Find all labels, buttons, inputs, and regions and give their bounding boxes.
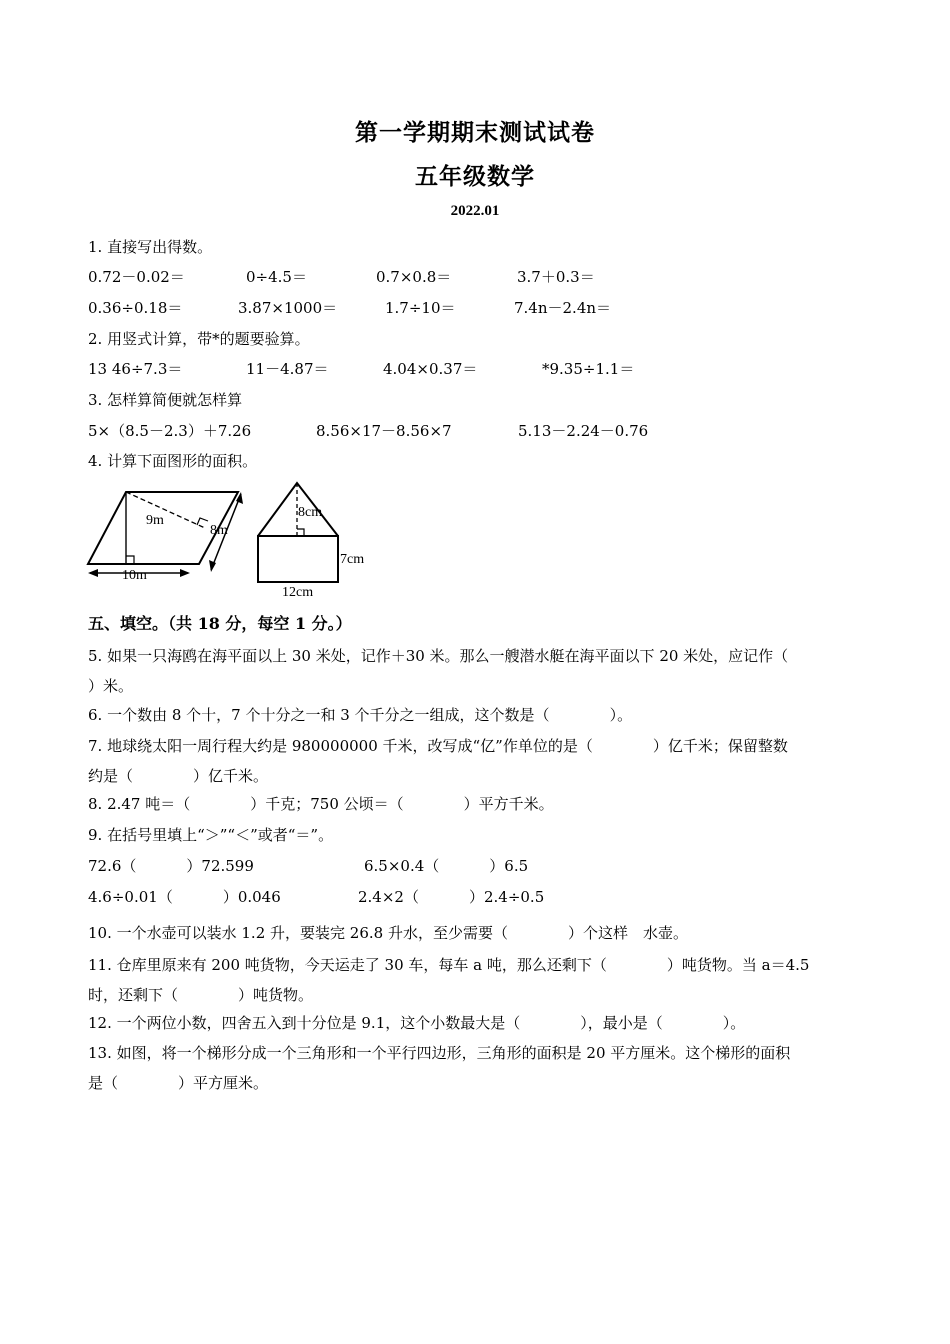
- q5-line1: 5. 如果一只海鸥在海平面以上 30 米处，记作＋30 米。那么一艘潜水艇在海平面以下 20 米处，应记作（: [88, 647, 789, 665]
- right-angle-mark: [126, 556, 134, 564]
- q8-text: ）平方千米。: [463, 795, 554, 813]
- q3-expr: 5.13－2.24－0.76: [518, 422, 649, 440]
- q3-expr: 8.56×17－8.56×7: [316, 422, 452, 440]
- q6-text: 6. 一个数由 8 个十，7 个十分之一和 3 个千分之一组成，这个数是（: [88, 706, 550, 724]
- q12-text: ）。: [722, 1014, 746, 1032]
- q9-left: 2.4×2（: [358, 888, 419, 906]
- q8-text: 8. 2.47 吨＝（: [88, 795, 191, 813]
- q13-line2: [88, 1073, 268, 1093]
- q13-text: 是（: [88, 1074, 119, 1092]
- q9-item: [364, 856, 528, 876]
- q11-text: ）吨货物。: [238, 986, 314, 1004]
- exam-date: 2022.01: [450, 203, 500, 219]
- rect-height-label: 7cm: [340, 552, 365, 567]
- q12-text: ），最小是（: [580, 1014, 663, 1032]
- q3-label: 3. 怎样算简便就怎样算: [88, 391, 243, 409]
- q11-line2: [88, 985, 313, 1005]
- q1-expr: 1.7÷10＝: [385, 299, 456, 317]
- q1-expr: 3.7＋0.3＝: [517, 268, 595, 286]
- q11-text: 时，还剩下（: [88, 986, 179, 1004]
- q9-item: [88, 856, 254, 876]
- q1-expr: 0.36÷0.18＝: [88, 299, 183, 317]
- arrow-head: [180, 569, 190, 577]
- q1-label: 1. 直接写出得数。: [88, 238, 213, 256]
- q2-label: 2. 用竖式计算，带*的题要验算。: [88, 330, 310, 348]
- q1-expr: 0.7×0.8＝: [376, 268, 452, 286]
- arrow-head: [88, 569, 98, 577]
- q1-expr: 3.87×1000＝: [238, 299, 338, 317]
- q9-item: [88, 887, 281, 907]
- rectangle-shape: [258, 536, 338, 582]
- q9-right: ）72.599: [186, 857, 254, 875]
- q5-line2: ）米。: [88, 677, 134, 695]
- q4-label: 4. 计算下面图形的面积。: [88, 452, 258, 470]
- q6-text: ）。: [609, 706, 633, 724]
- q2-expr: 11－4.87＝: [246, 360, 329, 378]
- house-figure: [250, 478, 380, 600]
- q1-expr: 0.72－0.02＝: [88, 268, 185, 286]
- right-angle-mark: [297, 529, 304, 536]
- q9-right: ）0.046: [222, 888, 281, 906]
- q2-expr: 4.04×0.37＝: [383, 360, 478, 378]
- height-label: 9m: [146, 513, 164, 528]
- q6: [88, 705, 632, 725]
- q8: [88, 794, 554, 814]
- q9-right: ）2.4÷0.5: [468, 888, 545, 906]
- q11-text: 11. 仓库里原来有 200 吨货物，今天运走了 30 车，每车 a 吨，那么还剩下（: [88, 956, 607, 974]
- q1-expr: 7.4n－2.4n＝: [514, 299, 612, 317]
- q10-text: ）个这样 水壶。: [567, 924, 688, 942]
- q7-text: 7. 地球绕太阳一周行程大约是 980000000 千米，改写成“亿”作单位的是（: [88, 737, 593, 755]
- q11-text: ）吨货物。当 a＝4.5: [666, 956, 810, 974]
- triangle-height-label: 8cm: [298, 505, 323, 520]
- q13-line1: 13. 如图，将一个梯形分成一个三角形和一个平行四边形，三角形的面积是 20 平方厘米。这个梯形的面积: [88, 1044, 791, 1062]
- dashed-height-line: [126, 492, 205, 528]
- q12-text: 12. 一个两位小数，四舍五入到十分位是 9.1，这个小数最大是（: [88, 1014, 521, 1032]
- q9-item: [358, 887, 544, 907]
- q9-left: 6.5×0.4（: [364, 857, 440, 875]
- q9-left: 4.6÷0.01（: [88, 888, 173, 906]
- q2-expr: *9.35÷1.1＝: [542, 360, 635, 378]
- side-label: 8m: [210, 523, 228, 538]
- q12: [88, 1013, 745, 1033]
- q11-line1: [88, 955, 809, 975]
- q10: [88, 923, 688, 943]
- q7-text: 约是（: [88, 767, 134, 785]
- exam-title: 第一学期期末测试试卷: [355, 119, 595, 146]
- q7-line2: [88, 766, 268, 786]
- q7-text: ）亿千米。: [193, 767, 269, 785]
- q1-expr: 0÷4.5＝: [246, 268, 307, 286]
- parallelogram-figure: [80, 482, 250, 584]
- q7-text: ）亿千米；保留整数: [652, 737, 788, 755]
- q3-expr: 5×（8.5－2.3）＋7.26: [88, 422, 252, 440]
- base-label: 10m: [122, 568, 147, 583]
- q10-text: 10. 一个水壶可以装水 1.2 升，要装完 26.8 升水，至少需要（: [88, 924, 508, 942]
- q13-text: ）平方厘米。: [178, 1074, 269, 1092]
- q9-left: 72.6（: [88, 857, 137, 875]
- q8-text: ）千克；750 公顷＝（: [250, 795, 404, 813]
- right-angle-mark: [197, 518, 208, 525]
- q2-expr: 13 46÷7.3＝: [88, 360, 183, 378]
- section-heading: 五、填空。（共 18 分，每空 1 分。）: [88, 614, 352, 633]
- base-label: 12cm: [282, 585, 314, 600]
- q9-label: 9. 在括号里填上“＞”“＜”或者“＝”。: [88, 826, 334, 844]
- q7-line1: [88, 736, 788, 756]
- exam-subtitle: 五年级数学: [415, 163, 535, 190]
- q9-right: ）6.5: [489, 857, 529, 875]
